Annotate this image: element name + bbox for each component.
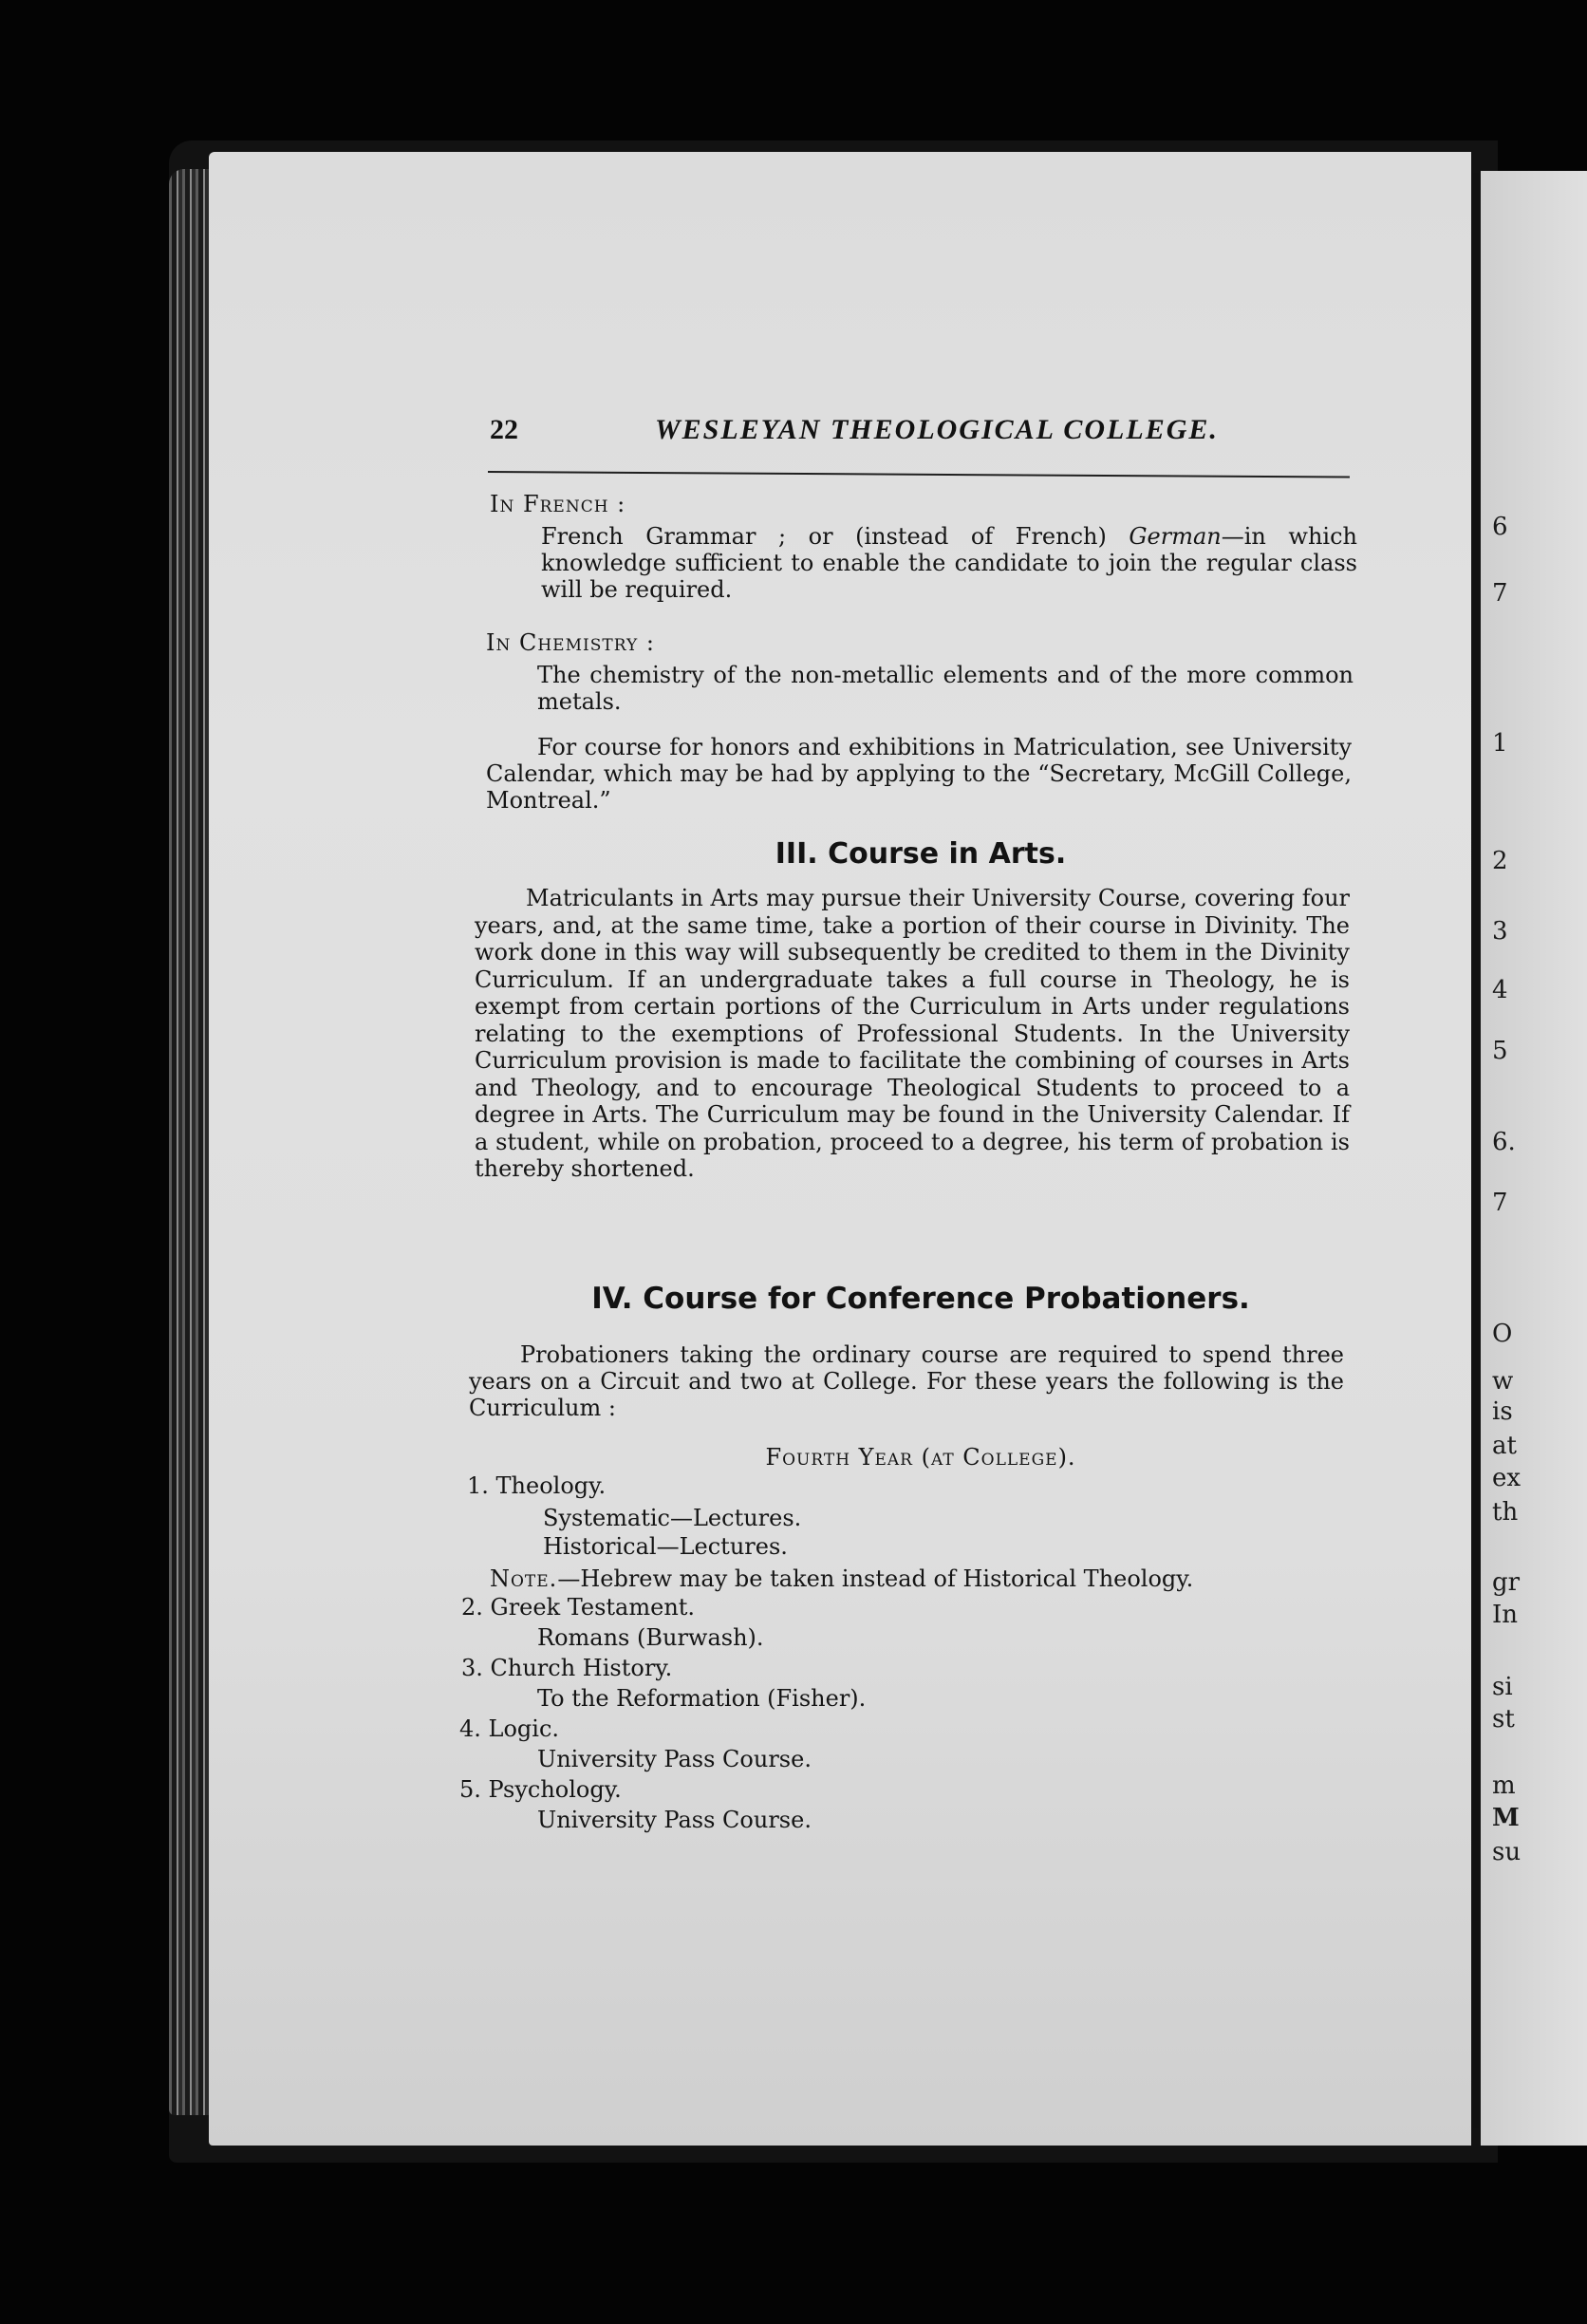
- french-label: In French :: [490, 491, 626, 517]
- facing-fragment: si: [1492, 1673, 1513, 1701]
- facing-fragment: 3: [1492, 917, 1508, 946]
- facing-fragment: In: [1492, 1601, 1519, 1629]
- facing-fragment: 4: [1492, 976, 1508, 1004]
- facing-fragment: 1: [1492, 729, 1508, 758]
- curriculum-item-title: 2. Greek Testament.: [461, 1594, 696, 1621]
- curriculum-item-sub: To the Reformation (Fisher).: [537, 1685, 867, 1712]
- curriculum-subheading: Fourth Year (at College).: [765, 1444, 1076, 1471]
- probationers-intro: Probationers taking the ordinary course are required to spend three years on a Circuit and two at College. For these years the following is the Curriculum :: [469, 1341, 1344, 1421]
- facing-fragment: 7: [1492, 1189, 1508, 1217]
- facing-fragment: th: [1492, 1498, 1519, 1527]
- note-label: Note.: [490, 1565, 558, 1592]
- honors-paragraph: For course for honors and exhibitions in Matriculation, see University Calendar, which may be had by applying to the “Secretary, McGill College, Montreal.”: [486, 734, 1352, 814]
- running-title: WESLEYAN THEOLOGICAL COLLEGE.: [655, 414, 1219, 445]
- french-paragraph: [541, 524, 1357, 603]
- facing-fragment: at: [1492, 1432, 1517, 1460]
- facing-fragment: gr: [1492, 1568, 1521, 1597]
- facing-fragment: ex: [1492, 1464, 1522, 1492]
- section-heading-arts: III. Course in Arts.: [775, 837, 1067, 871]
- french-text-after: —in which knowledge sufficient to enable the candidate to join the regular class will be required.: [541, 523, 1357, 603]
- facing-fragment: st: [1492, 1705, 1515, 1734]
- curriculum-item-sub: University Pass Course.: [537, 1746, 812, 1772]
- chemistry-label: In Chemistry :: [486, 629, 655, 656]
- facing-fragment: w: [1492, 1367, 1514, 1396]
- arts-paragraph: Matriculants in Arts may pursue their University Course, covering four years, and, at the same time, take a portion of their course in Divinity. The work done in this way will subsequently be credited to them in the Divinity Curriculum. If an undergraduate takes a full course in Theology, he is exempt from certain portions of the Curriculum in Arts under regulations relating to the exemptions of Professional Students. In the University Curriculum provision is made to facilitate the combining of courses in Arts and Theology, and to encourage Theological Students to proceed to a degree in Arts. The Curriculum may be found in the University Calendar. If a student, while on probation, proceed to a degree, his term of probation is thereby shortened.: [475, 885, 1350, 1183]
- facing-fragment: is: [1492, 1397, 1513, 1426]
- facing-fragment: O: [1492, 1320, 1513, 1348]
- chemistry-paragraph: The chemistry of the non-metallic elements and of the more common metals.: [537, 662, 1354, 715]
- facing-fragment: 5: [1492, 1037, 1508, 1065]
- facing-fragment: 6.: [1492, 1128, 1516, 1156]
- section-heading-probationers: IV. Course for Conference Probationers.: [591, 1282, 1250, 1316]
- page-number: 22: [490, 414, 518, 445]
- curriculum-item-title: 4. Logic.: [459, 1715, 560, 1742]
- facing-fragment: 2: [1492, 847, 1508, 875]
- facing-page: [1481, 171, 1587, 2146]
- facing-fragment: M: [1492, 1804, 1520, 1832]
- curriculum-item-sub: Systematic—Lectures.: [543, 1505, 802, 1531]
- french-text-italic: German: [1129, 523, 1222, 550]
- french-text-before: French Grammar ; or (instead of French): [541, 523, 1130, 550]
- page-gutter: [1473, 173, 1479, 2128]
- curriculum-item-sub: University Pass Course.: [537, 1807, 812, 1833]
- facing-fragment: 7: [1492, 579, 1508, 608]
- curriculum-item-sub: Historical—Lectures.: [543, 1533, 788, 1560]
- facing-fragment: su: [1492, 1838, 1522, 1866]
- curriculum-item-title: 5. Psychology.: [459, 1776, 622, 1803]
- note-text: —Hebrew may be taken instead of Historical Theology.: [557, 1565, 1194, 1592]
- facing-fragment: m: [1492, 1771, 1516, 1800]
- curriculum-note: [490, 1566, 1193, 1593]
- curriculum-item-title: 3. Church History.: [461, 1655, 673, 1681]
- facing-fragment: 6: [1492, 513, 1508, 541]
- curriculum-item-title: 1. Theology.: [467, 1472, 607, 1499]
- curriculum-item-sub: Romans (Burwash).: [537, 1624, 764, 1651]
